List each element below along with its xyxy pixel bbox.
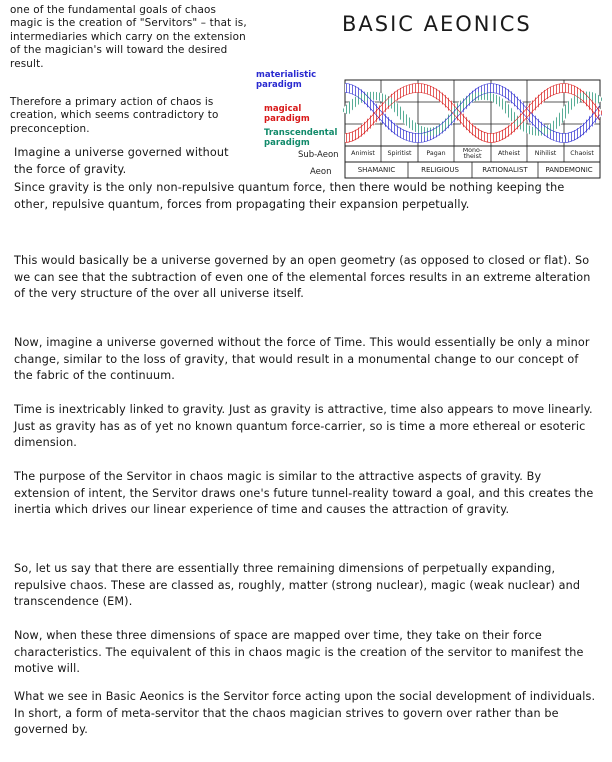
aeon-row-label: Aeon <box>310 167 332 177</box>
mapping-paragraph: Now, when these three dimensions of space are mapped over time, they take on their force characteristics. The equivalent of this in chaos magic is the creation of the servitor to manifest the motive will. <box>14 629 584 675</box>
three-dimensions-paragraph: So, let us say that there are essentially three remaining dimensions of perpetually expanding, repulsive chaos. These are classed as, roughly, matter (strong nuclear), magic (weak nuclear) and transcendence (EM). <box>14 562 581 608</box>
aeon-religious: RELIGIOUS <box>421 166 459 174</box>
time-gravity-paragraph: Time is inextricably linked to gravity. Just as gravity is attractive, time also appears to move linearly. Just as gravity has as of yet no known quantum force-carrier, so is time a more ethereal or esoteric dimension. <box>14 403 593 449</box>
materialistic-paradigm-label: materialistic paradigm <box>256 70 317 90</box>
subaeon-nihilist: Nihilist <box>534 150 557 157</box>
aeon-pandemonic: PANDEMONIC <box>545 166 593 174</box>
open-geometry-paragraph: This would basically be a universe governed by an open geometry (as opposed to closed or flat). So we can see that the subtraction of even one of the elemental forces results in an extreme alteration of the very structure of the over all universe itself. <box>14 254 591 300</box>
transcendental-paradigm-label: Transcendental paradigm <box>264 128 338 148</box>
magical-paradigm-label: magical paradigm <box>264 104 310 124</box>
gravity-paragraph: Since gravity is the only non-repulsive quantum force, then there would be nothing keeping the other, repulsive quantum, forces from propagating their expansion perpetually. <box>14 181 565 211</box>
basic-aeonics-paragraph: What we see in Basic Aeonics is the Servitor force acting upon the social development of individuals. In short, a form of meta-servitor that the chaos magician strives to govern over rather than be governed by. <box>14 690 596 736</box>
aeon-shamanic: SHAMANIC <box>357 166 396 174</box>
subaeon-chaoist: Chaoist <box>570 150 594 157</box>
time-paragraph: Now, imagine a universe governed without the force of Time. This would essentially be only a minor change, similar to the loss of gravity, that would result in a monumental change to our concept of the fabric of the continuum. <box>14 336 590 382</box>
subaeon-pagan: Pagan <box>426 150 446 157</box>
aeon-rationalist: RATIONALIST <box>482 166 528 174</box>
servitor-purpose-paragraph: The purpose of the Servitor in chaos magic is similar to the attractive aspects of gravity. By extension of intent, the Servitor draws one's future tunnel-reality toward a goal, and this creates the inertia which drives our linear experience of time and causes the attraction of gravity. <box>14 470 594 516</box>
subaeon-animist: Animist <box>351 150 375 157</box>
subaeon-monotheist: Mono-theist <box>462 148 483 160</box>
action-paragraph: Therefore a primary action of chaos is creation, which seems contradictory to preconception. <box>10 96 219 135</box>
subaeon-atheist: Atheist <box>497 150 521 157</box>
intro-paragraph: one of the fundamental goals of chaos magic is the creation of "Servitors" – that is, intermediaries which carry on the extension of the magician's will toward the desired result. <box>10 4 247 70</box>
aeonics-diagram <box>250 60 602 180</box>
gravity-intro-paragraph: Imagine a universe governed without the force of gravity. <box>14 146 229 176</box>
subaeon-spiritist: Spiritist <box>387 150 412 157</box>
aeonics-wave-chart <box>250 60 602 180</box>
subaeon-row-label: Sub-Aeon <box>298 150 339 160</box>
page-title: BASIC AEONICS <box>342 12 532 36</box>
